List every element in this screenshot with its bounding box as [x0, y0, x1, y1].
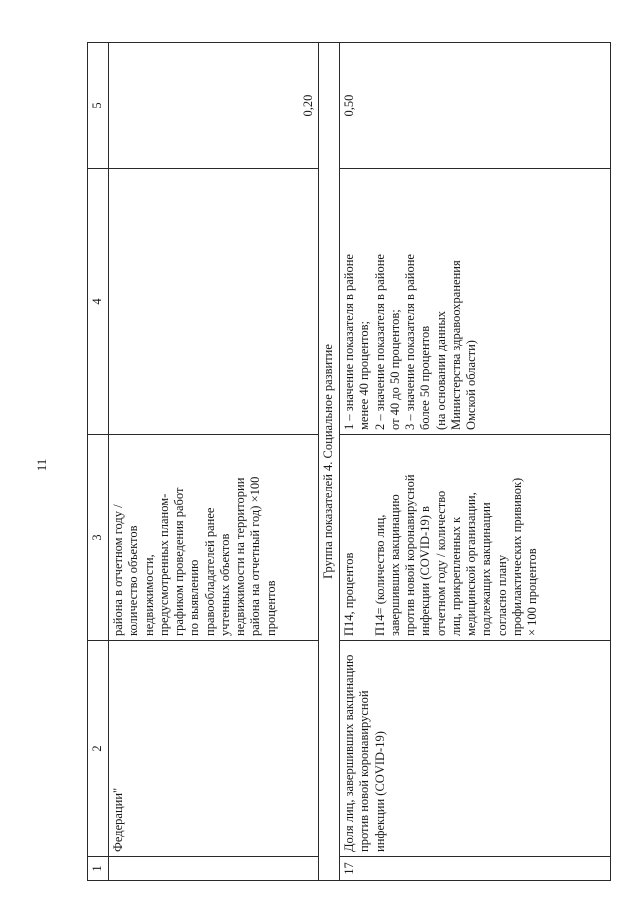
formula-cell: П14, процентов П14= (количество лиц, завершивших вакцинацию против новой коронавирусной инфекции (COVID-19) в отчетном году / количество лиц, прикрепленных к медицинской организации, подлежащих вакцинации согласно плану профилактических прививок) × 100 процентов — [340, 435, 611, 641]
table-row — [340, 43, 611, 881]
header-col-5: 5 — [88, 43, 109, 169]
row-number-cell — [109, 857, 319, 881]
group-row — [319, 43, 340, 881]
indicator-name-cell: Доля лиц, завершивших вакцинацию против новой коронавирусной инфекции (COVID-19) — [340, 641, 611, 857]
header-col-3: 3 — [88, 435, 109, 641]
row-number-cell: 17 — [340, 857, 611, 881]
scoring-cell — [109, 169, 319, 435]
rotated-page-content — [87, 43, 611, 881]
weight-cell: 0,50 — [340, 43, 611, 169]
header-col-1: 1 — [88, 857, 109, 881]
scoring-cell: 1 – значение показателя в районе менее 40 процентов; 2 – значение показателя в районе от 40 до 50 процентов; 3 – значение показателя в районе более 50 процентов (на основании данных Министерства здравоохранения Омской области) — [340, 169, 611, 435]
page-number: 11 — [34, 458, 49, 472]
indicator-name-cell: Федерации" — [109, 641, 319, 857]
indicators-table — [87, 42, 611, 881]
header-row — [88, 43, 109, 881]
group-title: Группа показателей 4. Социальное развитие — [319, 43, 340, 881]
weight-cell: 0,20 — [109, 43, 319, 169]
header-col-2: 2 — [88, 641, 109, 857]
table-row — [109, 43, 319, 881]
formula-cell: района в отчетном году / количество объектов недвижимости, предусмотренных планом- графиком проведения работ по выявлению правообладателей ранее учтенных объектов недвижимости на территории района на отчетный год) ×100 процентов — [109, 435, 319, 641]
header-col-4: 4 — [88, 169, 109, 435]
